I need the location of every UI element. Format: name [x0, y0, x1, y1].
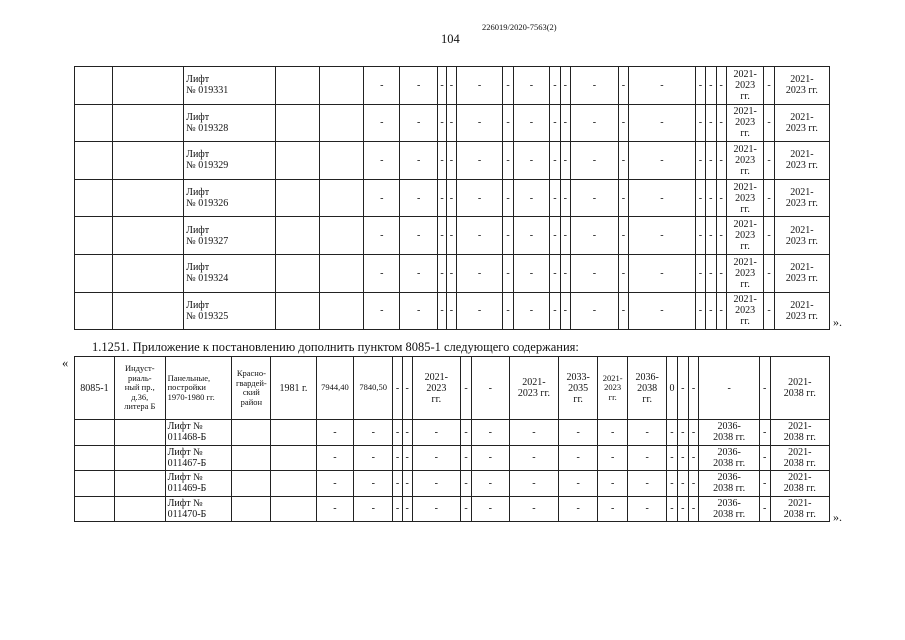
- dash-cell: -: [550, 142, 560, 180]
- dash-cell: -: [570, 67, 618, 105]
- dash-cell: -: [688, 496, 699, 522]
- period-cell: 2036- 2038 гг.: [628, 357, 667, 420]
- dash-cell: -: [667, 496, 678, 522]
- dash-cell: -: [447, 142, 456, 180]
- dash-cell: -: [570, 142, 618, 180]
- dash-cell: -: [513, 254, 549, 292]
- table-row: [75, 496, 830, 522]
- dash-cell: -: [706, 67, 716, 105]
- empty-cell: [75, 496, 115, 522]
- dash-cell: -: [570, 217, 618, 255]
- dash-cell: -: [629, 254, 696, 292]
- building-type-cell: Панельные, постройки 1970-1980 гг.: [165, 357, 232, 420]
- lift-name-cell: Лифт № 019325: [184, 292, 276, 330]
- dash-cell: -: [759, 357, 770, 420]
- empty-cell: [275, 292, 320, 330]
- empty-cell: [113, 292, 184, 330]
- dash-cell: -: [400, 142, 437, 180]
- dash-cell: -: [400, 67, 437, 105]
- empty-cell: [113, 254, 184, 292]
- dash-cell: -: [447, 292, 456, 330]
- dash-cell: -: [628, 496, 667, 522]
- dash-cell: -: [560, 254, 570, 292]
- dash-cell: -: [706, 142, 716, 180]
- dash-cell: -: [706, 292, 716, 330]
- lift-table-upper: [74, 66, 830, 330]
- empty-cell: [232, 471, 271, 497]
- period-cell: 2033- 2035 гг.: [559, 357, 598, 420]
- dash-cell: -: [400, 104, 437, 142]
- period-end-cell: 2021- 2023 гг.: [774, 217, 829, 255]
- dash-cell: -: [598, 420, 628, 446]
- lift-name-cell: Лифт № 011470-Б: [165, 496, 232, 522]
- dash-cell: -: [354, 496, 393, 522]
- page-number: 104: [441, 32, 460, 46]
- dash-cell: -: [316, 471, 354, 497]
- period-end-cell: 2021- 2023 гг.: [774, 67, 829, 105]
- dash-cell: -: [559, 420, 598, 446]
- table-row: [75, 67, 830, 105]
- dash-cell: -: [364, 142, 400, 180]
- table-row: [75, 104, 830, 142]
- period-cell: 2021- 2023 гг.: [509, 357, 559, 420]
- period-cell: 2021- 2023 гг.: [412, 357, 461, 420]
- dash-cell: -: [461, 445, 472, 471]
- dash-cell: -: [560, 104, 570, 142]
- empty-cell: [75, 142, 113, 180]
- lift-name-cell: Лифт № 019328: [184, 104, 276, 142]
- build-year-cell: 1981 г.: [271, 357, 316, 420]
- dash-cell: -: [695, 67, 705, 105]
- dash-cell: -: [560, 67, 570, 105]
- dash-cell: -: [628, 420, 667, 446]
- period-end-cell: 2021- 2038 гг.: [770, 471, 829, 497]
- dash-cell: -: [461, 420, 472, 446]
- dash-cell: -: [316, 445, 354, 471]
- period-cell: 2036- 2038 гг.: [699, 420, 759, 446]
- dash-cell: -: [629, 142, 696, 180]
- dash-cell: -: [629, 67, 696, 105]
- table-row: [75, 142, 830, 180]
- dash-cell: -: [456, 217, 503, 255]
- empty-cell: [114, 445, 165, 471]
- dash-cell: -: [667, 420, 678, 446]
- dash-cell: -: [393, 445, 403, 471]
- lift-name-cell: Лифт № 019324: [184, 254, 276, 292]
- dash-cell: -: [400, 254, 437, 292]
- dash-cell: -: [695, 292, 705, 330]
- dash-cell: -: [471, 471, 509, 497]
- dash-cell: -: [513, 217, 549, 255]
- dash-cell: -: [629, 104, 696, 142]
- lift-name-cell: Лифт № 019326: [184, 179, 276, 217]
- period-end-cell: 2021- 2038 гг.: [770, 496, 829, 522]
- empty-cell: [232, 445, 271, 471]
- dash-cell: -: [456, 179, 503, 217]
- empty-cell: [232, 496, 271, 522]
- dash-cell: -: [598, 445, 628, 471]
- dash-cell: -: [628, 445, 667, 471]
- empty-cell: [113, 217, 184, 255]
- dash-cell: -: [402, 445, 412, 471]
- dash-cell: -: [759, 420, 770, 446]
- dash-cell: -: [513, 104, 549, 142]
- dash-cell: -: [618, 179, 628, 217]
- dash-cell: -: [393, 471, 403, 497]
- lift-name-cell: Лифт № 019331: [184, 67, 276, 105]
- dash-cell: -: [412, 445, 461, 471]
- empty-cell: [275, 254, 320, 292]
- empty-cell: [113, 142, 184, 180]
- dash-cell: -: [447, 104, 456, 142]
- dash-cell: -: [706, 217, 716, 255]
- dash-cell: -: [560, 179, 570, 217]
- dash-cell: -: [618, 292, 628, 330]
- dash-cell: -: [570, 179, 618, 217]
- table-row: [75, 179, 830, 217]
- dash-cell: -: [509, 496, 559, 522]
- dash-cell: -: [716, 179, 726, 217]
- total-area-cell: 7944,40: [316, 357, 354, 420]
- dash-cell: -: [695, 217, 705, 255]
- address-cell: Индуст- риаль- ный пр., д.36, литера Б: [114, 357, 165, 420]
- period-cell: 2021- 2023 гг.: [726, 104, 763, 142]
- empty-cell: [232, 420, 271, 446]
- period-end-cell: 2021- 2038 гг.: [770, 357, 829, 420]
- dash-cell: -: [437, 142, 446, 180]
- dash-cell: -: [677, 445, 688, 471]
- empty-cell: [320, 292, 364, 330]
- empty-cell: [320, 142, 364, 180]
- dash-cell: -: [364, 217, 400, 255]
- table-row: [75, 217, 830, 255]
- dash-cell: -: [393, 420, 403, 446]
- dash-cell: -: [550, 104, 560, 142]
- dash-cell: -: [503, 217, 513, 255]
- period-cell: 2021- 2023 гг.: [726, 142, 763, 180]
- period-cell: 2021- 2023 гг.: [598, 357, 628, 420]
- living-area-cell: 7840,50: [354, 357, 393, 420]
- dash-cell: -: [447, 254, 456, 292]
- empty-cell: [275, 217, 320, 255]
- dash-cell: -: [764, 67, 774, 105]
- period-cell: 2036- 2038 гг.: [699, 445, 759, 471]
- dash-cell: -: [706, 254, 716, 292]
- dash-cell: -: [402, 357, 412, 420]
- empty-cell: [75, 471, 115, 497]
- dash-cell: -: [509, 445, 559, 471]
- dash-cell: -: [688, 357, 699, 420]
- empty-cell: [320, 67, 364, 105]
- table-row: [75, 471, 830, 497]
- dash-cell: -: [402, 420, 412, 446]
- dash-cell: -: [364, 67, 400, 105]
- dash-cell: -: [559, 445, 598, 471]
- dash-cell: -: [400, 217, 437, 255]
- empty-cell: [75, 445, 115, 471]
- dash-cell: -: [667, 471, 678, 497]
- dash-cell: -: [412, 471, 461, 497]
- period-cell: 2021- 2023 гг.: [726, 179, 763, 217]
- period-cell: 2021- 2023 гг.: [726, 254, 763, 292]
- dash-cell: -: [503, 67, 513, 105]
- dash-cell: -: [364, 292, 400, 330]
- dash-cell: -: [400, 292, 437, 330]
- dash-cell: -: [618, 254, 628, 292]
- dash-cell: -: [503, 292, 513, 330]
- dash-cell: -: [509, 471, 559, 497]
- lift-name-cell: Лифт № 011469-Б: [165, 471, 232, 497]
- dash-cell: -: [559, 471, 598, 497]
- lift-name-cell: Лифт № 011467-Б: [165, 445, 232, 471]
- closing-quote: ».: [833, 315, 842, 329]
- dash-cell: -: [764, 254, 774, 292]
- dash-cell: -: [598, 471, 628, 497]
- dash-cell: -: [513, 179, 549, 217]
- dash-cell: -: [759, 496, 770, 522]
- dash-cell: -: [667, 445, 678, 471]
- dash-cell: -: [456, 254, 503, 292]
- dash-cell: -: [570, 292, 618, 330]
- table-row: [75, 254, 830, 292]
- dash-cell: -: [629, 179, 696, 217]
- dash-cell: -: [559, 496, 598, 522]
- empty-cell: [113, 67, 184, 105]
- empty-cell: [75, 420, 115, 446]
- dash-cell: -: [437, 292, 446, 330]
- empty-cell: [275, 142, 320, 180]
- dash-cell: -: [471, 357, 509, 420]
- dash-cell: -: [570, 104, 618, 142]
- dash-cell: -: [402, 496, 412, 522]
- dash-cell: -: [695, 142, 705, 180]
- dash-cell: -: [695, 254, 705, 292]
- dash-cell: -: [456, 104, 503, 142]
- empty-cell: [320, 217, 364, 255]
- dash-cell: -: [628, 471, 667, 497]
- empty-cell: [75, 254, 113, 292]
- dash-cell: -: [570, 254, 618, 292]
- dash-cell: -: [412, 496, 461, 522]
- period-end-cell: 2021- 2023 гг.: [774, 254, 829, 292]
- dash-cell: -: [471, 496, 509, 522]
- zero-cell: 0: [667, 357, 678, 420]
- dash-cell: -: [364, 104, 400, 142]
- dash-cell: -: [618, 104, 628, 142]
- dash-cell: -: [402, 471, 412, 497]
- dash-cell: -: [764, 217, 774, 255]
- dash-cell: -: [513, 142, 549, 180]
- dash-cell: -: [560, 142, 570, 180]
- dash-cell: -: [354, 420, 393, 446]
- period-cell: 2021- 2023 гг.: [726, 67, 763, 105]
- dash-cell: -: [759, 445, 770, 471]
- dash-cell: -: [764, 292, 774, 330]
- empty-cell: [271, 420, 316, 446]
- document-id: 226019/2020-7563(2): [482, 22, 557, 32]
- dash-cell: -: [354, 445, 393, 471]
- empty-cell: [75, 67, 113, 105]
- dash-cell: -: [456, 67, 503, 105]
- item-number: 8085-1: [75, 357, 115, 420]
- dash-cell: -: [456, 142, 503, 180]
- dash-cell: -: [503, 179, 513, 217]
- dash-cell: -: [550, 179, 560, 217]
- dash-cell: -: [716, 142, 726, 180]
- empty-cell: [114, 496, 165, 522]
- dash-cell: -: [695, 179, 705, 217]
- dash-cell: -: [503, 142, 513, 180]
- dash-cell: -: [400, 179, 437, 217]
- empty-cell: [113, 104, 184, 142]
- empty-cell: [320, 104, 364, 142]
- dash-cell: -: [393, 357, 403, 420]
- period-end-cell: 2021- 2023 гг.: [774, 142, 829, 180]
- empty-cell: [320, 179, 364, 217]
- dash-cell: -: [629, 292, 696, 330]
- dash-cell: -: [560, 292, 570, 330]
- empty-cell: [275, 179, 320, 217]
- period-cell: 2036- 2038 гг.: [699, 471, 759, 497]
- dash-cell: -: [618, 142, 628, 180]
- table-row: [75, 420, 830, 446]
- empty-cell: [271, 471, 316, 497]
- dash-cell: -: [706, 104, 716, 142]
- dash-cell: -: [764, 104, 774, 142]
- empty-cell: [113, 179, 184, 217]
- dash-cell: -: [437, 67, 446, 105]
- dash-cell: -: [598, 496, 628, 522]
- dash-cell: -: [764, 142, 774, 180]
- dash-cell: -: [447, 217, 456, 255]
- dash-cell: -: [412, 420, 461, 446]
- dash-cell: -: [550, 67, 560, 105]
- dash-cell: -: [550, 217, 560, 255]
- dash-cell: -: [764, 179, 774, 217]
- dash-cell: -: [759, 471, 770, 497]
- dash-cell: -: [716, 292, 726, 330]
- empty-cell: [271, 496, 316, 522]
- dash-cell: -: [437, 254, 446, 292]
- empty-cell: [114, 471, 165, 497]
- dash-cell: -: [447, 179, 456, 217]
- dash-cell: -: [677, 420, 688, 446]
- dash-cell: -: [364, 179, 400, 217]
- dash-cell: -: [447, 67, 456, 105]
- lift-name-cell: Лифт № 011468-Б: [165, 420, 232, 446]
- lift-name-cell: Лифт № 019327: [184, 217, 276, 255]
- dash-cell: -: [618, 217, 628, 255]
- period-end-cell: 2021- 2038 гг.: [770, 445, 829, 471]
- dash-cell: -: [688, 445, 699, 471]
- period-cell: 2036- 2038 гг.: [699, 496, 759, 522]
- dash-cell: -: [699, 357, 759, 420]
- period-end-cell: 2021- 2023 гг.: [774, 292, 829, 330]
- dash-cell: -: [503, 254, 513, 292]
- empty-cell: [320, 254, 364, 292]
- empty-cell: [271, 445, 316, 471]
- period-cell: 2021- 2023 гг.: [726, 292, 763, 330]
- closing-quote: ».: [833, 510, 842, 524]
- dash-cell: -: [513, 292, 549, 330]
- dash-cell: -: [513, 67, 549, 105]
- dash-cell: -: [550, 292, 560, 330]
- opening-quote: «: [62, 356, 69, 370]
- dash-cell: -: [461, 496, 472, 522]
- period-end-cell: 2021- 2038 гг.: [770, 420, 829, 446]
- empty-cell: [75, 217, 113, 255]
- dash-cell: -: [716, 254, 726, 292]
- empty-cell: [75, 179, 113, 217]
- dash-cell: -: [716, 104, 726, 142]
- dash-cell: -: [550, 254, 560, 292]
- dash-cell: -: [695, 104, 705, 142]
- dash-cell: -: [316, 496, 354, 522]
- dash-cell: -: [316, 420, 354, 446]
- lift-table-lower: [74, 356, 830, 522]
- period-end-cell: 2021- 2023 гг.: [774, 104, 829, 142]
- dash-cell: -: [393, 496, 403, 522]
- period-end-cell: 2021- 2023 гг.: [774, 179, 829, 217]
- dash-cell: -: [354, 471, 393, 497]
- dash-cell: -: [509, 420, 559, 446]
- empty-cell: [275, 67, 320, 105]
- dash-cell: -: [461, 471, 472, 497]
- dash-cell: -: [437, 217, 446, 255]
- dash-cell: -: [716, 67, 726, 105]
- dash-cell: -: [503, 104, 513, 142]
- dash-cell: -: [471, 420, 509, 446]
- dash-cell: -: [618, 67, 628, 105]
- dash-cell: -: [706, 179, 716, 217]
- district-cell: Красно- гвардей- ский район: [232, 357, 271, 420]
- empty-cell: [114, 420, 165, 446]
- dash-cell: -: [629, 217, 696, 255]
- dash-cell: -: [461, 357, 472, 420]
- lift-name-cell: Лифт № 019329: [184, 142, 276, 180]
- empty-cell: [275, 104, 320, 142]
- table-row: [75, 445, 830, 471]
- period-cell: 2021- 2023 гг.: [726, 217, 763, 255]
- dash-cell: -: [437, 179, 446, 217]
- dash-cell: -: [716, 217, 726, 255]
- paragraph-text: 1.1251. Приложение к постановлению дополнить пунктом 8085-1 следующего содержания:: [92, 340, 579, 354]
- dash-cell: -: [471, 445, 509, 471]
- dash-cell: -: [677, 471, 688, 497]
- dash-cell: -: [456, 292, 503, 330]
- empty-cell: [75, 104, 113, 142]
- dash-cell: -: [688, 420, 699, 446]
- empty-cell: [75, 292, 113, 330]
- dash-cell: -: [677, 357, 688, 420]
- dash-cell: -: [677, 496, 688, 522]
- dash-cell: -: [688, 471, 699, 497]
- dash-cell: -: [437, 104, 446, 142]
- table-row: [75, 292, 830, 330]
- dash-cell: -: [560, 217, 570, 255]
- dash-cell: -: [364, 254, 400, 292]
